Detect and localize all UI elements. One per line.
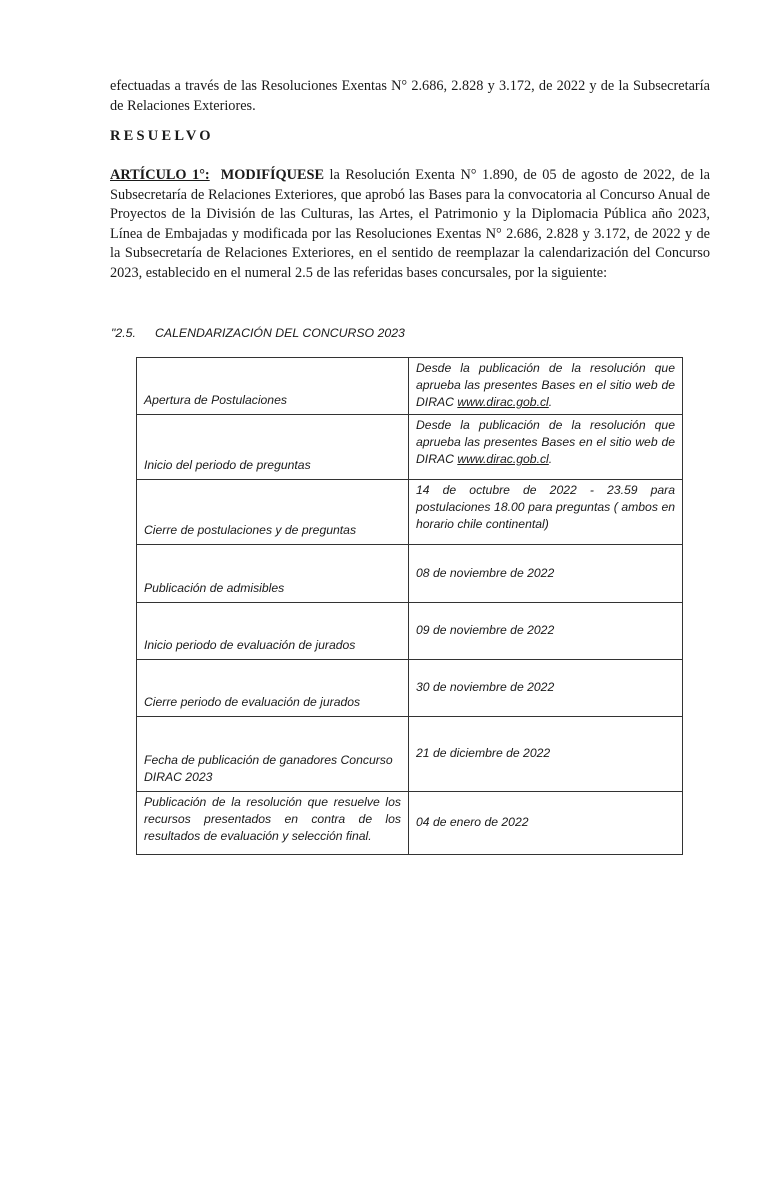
date-cell: 04 de enero de 2022 bbox=[409, 792, 683, 855]
stage-cell: Cierre periodo de evaluación de jurados bbox=[137, 660, 409, 717]
article-label: ARTÍCULO 1°: bbox=[110, 167, 210, 183]
date-cell: 08 de noviembre de 2022 bbox=[409, 545, 683, 603]
section-number: "2.5. bbox=[111, 326, 136, 340]
date-cell: 14 de octubre de 2022 - 23.59 para postulaciones 18.00 para preguntas ( ambos en horario chile continental) bbox=[409, 480, 683, 545]
schedule-table bbox=[136, 357, 683, 855]
article-verb: MODIFÍQUESE bbox=[220, 167, 325, 183]
date-cell: 30 de noviembre de 2022 bbox=[409, 660, 683, 717]
date-cell: Desde la publicación de la resolución que aprueba las presentes Bases en el sitio web de DIRAC www.dirac.gob.cl. bbox=[409, 415, 683, 480]
date-cell: Desde la publicación de la resolución que aprueba las presentes Bases en el sitio web de DIRAC www.dirac.gob.cl. bbox=[409, 358, 683, 415]
dirac-link[interactable]: www.dirac.gob.cl bbox=[457, 395, 549, 409]
dirac-link[interactable]: www.dirac.gob.cl bbox=[457, 452, 549, 466]
stage-cell: Apertura de Postulaciones bbox=[137, 358, 409, 415]
date-cell: 21 de diciembre de 2022 bbox=[409, 717, 683, 792]
date-cell: 09 de noviembre de 2022 bbox=[409, 603, 683, 660]
stage-cell: Cierre de postulaciones y de preguntas bbox=[137, 480, 409, 545]
table-row bbox=[137, 358, 683, 415]
stage-cell: Inicio periodo de evaluación de jurados bbox=[137, 603, 409, 660]
resuelvo-heading: RESUELVO bbox=[110, 128, 214, 144]
stage-cell: Publicación de admisibles bbox=[137, 545, 409, 603]
table-row bbox=[137, 545, 683, 603]
stage-cell: Inicio del periodo de preguntas bbox=[137, 415, 409, 480]
table-row bbox=[137, 603, 683, 660]
table-row bbox=[137, 792, 683, 855]
section-title bbox=[111, 326, 405, 340]
section-heading: CALENDARIZACIÓN DEL CONCURSO 2023 bbox=[155, 326, 405, 340]
table-row bbox=[137, 480, 683, 545]
article-1-paragraph bbox=[110, 166, 710, 284]
table-row bbox=[137, 717, 683, 792]
stage-cell: Publicación de la resolución que resuelve los recursos presentados en contra de los resultados de evaluación y selección final. bbox=[137, 792, 409, 855]
stage-cell: Fecha de publicación de ganadores Concurso DIRAC 2023 bbox=[137, 717, 409, 792]
table-row bbox=[137, 660, 683, 717]
table-row bbox=[137, 415, 683, 480]
intro-paragraph: efectuadas a través de las Resoluciones Exentas N° 2.686, 2.828 y 3.172, de 2022 y de la Subsecretaría de Relaciones Exteriores. bbox=[110, 78, 710, 114]
article-text: la Resolución Exenta N° 1.890, de 05 de agosto de 2022, de la Subsecretaría de Relaciones Exteriores, que aprobó las Bases para la convocatoria al Concurso Anual de Proyectos de la División de las Culturas, las Artes, el Patrimonio y la Diplomacia Pública año 2023, Línea de Embajadas y modificada por las Resoluciones Exentas N° 2.686, 2.828 y 3.172, de 2022 y de la Subsecretaría de Relaciones Exteriores, en el sentido de reemplazar la calendarización del Concurso 2023, establecido en el numeral 2.5 de las referidas bases concursales, por la siguiente: bbox=[110, 167, 710, 281]
